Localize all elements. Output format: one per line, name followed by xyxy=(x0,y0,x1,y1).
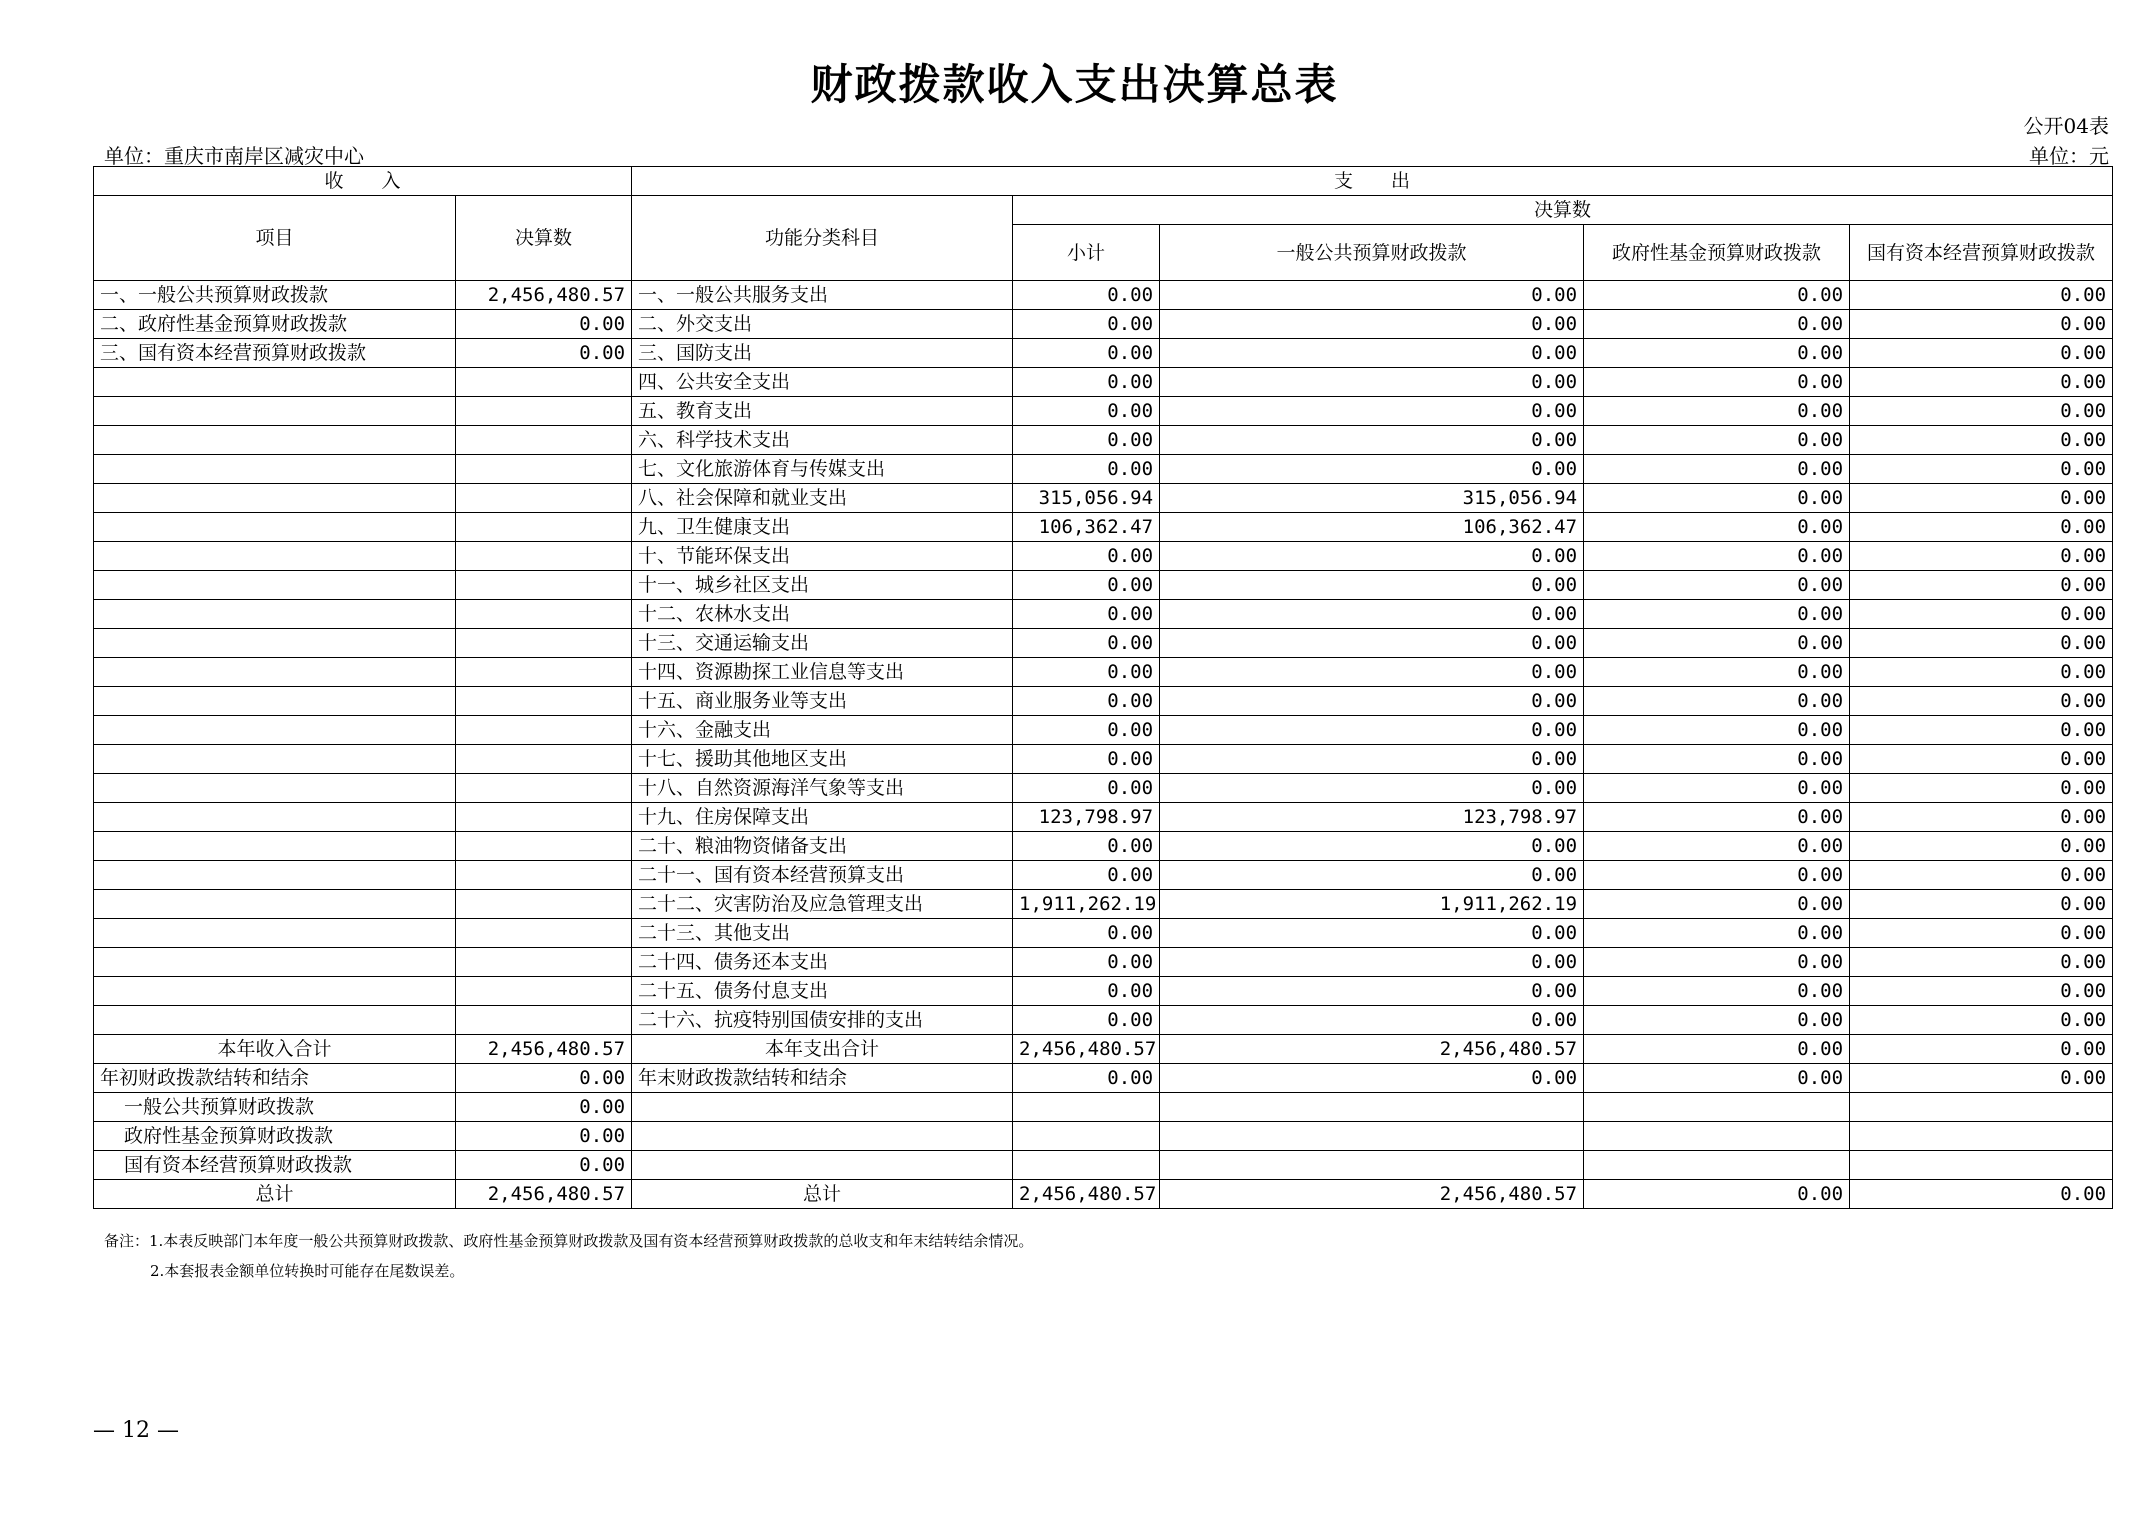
expense-item: 六、科学技术支出 xyxy=(632,426,1013,455)
income-amount xyxy=(456,774,632,803)
income-amount xyxy=(456,455,632,484)
general-public-amount: 1,911,262.19 xyxy=(1160,890,1584,919)
table-row xyxy=(94,1151,2113,1180)
income-amount xyxy=(456,919,632,948)
table-row xyxy=(94,1122,2113,1151)
income-item xyxy=(94,484,456,513)
general-public-amount: 0.00 xyxy=(1160,368,1584,397)
income-amount xyxy=(456,629,632,658)
income-item xyxy=(94,513,456,542)
income-amount xyxy=(456,484,632,513)
expense-item: 二、外交支出 xyxy=(632,310,1013,339)
income-item xyxy=(94,455,456,484)
income-amount xyxy=(456,948,632,977)
income-item: 政府性基金预算财政拨款 xyxy=(94,1122,456,1151)
income-item xyxy=(94,1006,456,1035)
general-public-amount: 0.00 xyxy=(1160,571,1584,600)
expense-item: 十四、资源勘探工业信息等支出 xyxy=(632,658,1013,687)
expense-item: 五、教育支出 xyxy=(632,397,1013,426)
expense-item: 七、文化旅游体育与传媒支出 xyxy=(632,455,1013,484)
income-item: 总计 xyxy=(94,1180,456,1209)
income-amount: 0.00 xyxy=(456,1093,632,1122)
table-row xyxy=(94,368,2113,397)
income-header: 收 入 xyxy=(94,167,632,196)
income-item xyxy=(94,542,456,571)
general-public-amount: 106,362.47 xyxy=(1160,513,1584,542)
income-amount xyxy=(456,513,632,542)
subtotal-amount: 0.00 xyxy=(1013,977,1160,1006)
income-item xyxy=(94,629,456,658)
general-public-amount: 0.00 xyxy=(1160,397,1584,426)
state-capital-amount: 0.00 xyxy=(1850,426,2113,455)
expense-item: 十二、农林水支出 xyxy=(632,600,1013,629)
general-public-amount: 123,798.97 xyxy=(1160,803,1584,832)
state-capital-amount: 0.00 xyxy=(1850,513,2113,542)
general-public-amount: 0.00 xyxy=(1160,455,1584,484)
state-capital-amount: 0.00 xyxy=(1850,716,2113,745)
expense-item: 二十六、抗疫特别国债安排的支出 xyxy=(632,1006,1013,1035)
income-item xyxy=(94,368,456,397)
func-class-header: 功能分类科目 xyxy=(632,196,1013,281)
gov-fund-amount: 0.00 xyxy=(1584,803,1850,832)
general-public-amount: 0.00 xyxy=(1160,629,1584,658)
subtotal-amount: 0.00 xyxy=(1013,339,1160,368)
subtotal-amount: 0.00 xyxy=(1013,542,1160,571)
expense-item: 八、社会保障和就业支出 xyxy=(632,484,1013,513)
state-capital-amount: 0.00 xyxy=(1850,774,2113,803)
empty-cell xyxy=(1850,1122,2113,1151)
general-public-amount: 0.00 xyxy=(1160,919,1584,948)
table-row xyxy=(94,1180,2113,1209)
state-capital-amount: 0.00 xyxy=(1850,948,2113,977)
table-row xyxy=(94,571,2113,600)
subtotal-amount: 0.00 xyxy=(1013,426,1160,455)
gov-fund-amount: 0.00 xyxy=(1584,310,1850,339)
table-row xyxy=(94,948,2113,977)
income-amount xyxy=(456,368,632,397)
state-capital-amount: 0.00 xyxy=(1850,368,2113,397)
income-amount: 2,456,480.57 xyxy=(456,1180,632,1209)
gov-fund-amount: 0.00 xyxy=(1584,716,1850,745)
general-public-amount: 0.00 xyxy=(1160,861,1584,890)
expense-item: 十九、住房保障支出 xyxy=(632,803,1013,832)
table-row xyxy=(94,397,2113,426)
gov-fund-amount: 0.00 xyxy=(1584,426,1850,455)
expense-item: 一、一般公共服务支出 xyxy=(632,281,1013,310)
income-amount: 0.00 xyxy=(456,339,632,368)
subtotal-amount: 0.00 xyxy=(1013,397,1160,426)
subtotal-amount: 0.00 xyxy=(1013,832,1160,861)
empty-cell xyxy=(1160,1093,1584,1122)
income-item xyxy=(94,397,456,426)
state-capital-amount: 0.00 xyxy=(1850,484,2113,513)
general-public-amount: 0.00 xyxy=(1160,948,1584,977)
income-amount xyxy=(456,977,632,1006)
state-capital-amount: 0.00 xyxy=(1850,658,2113,687)
state-capital-amount: 0.00 xyxy=(1850,281,2113,310)
gov-fund-amount: 0.00 xyxy=(1584,861,1850,890)
empty-cell xyxy=(632,1151,1013,1180)
state-capital-amount: 0.00 xyxy=(1850,803,2113,832)
general-public-amount: 0.00 xyxy=(1160,745,1584,774)
general-public-amount: 0.00 xyxy=(1160,281,1584,310)
state-capital-amount: 0.00 xyxy=(1850,919,2113,948)
income-item xyxy=(94,774,456,803)
table-row xyxy=(94,1064,2113,1093)
general-public-amount: 0.00 xyxy=(1160,832,1584,861)
income-item xyxy=(94,803,456,832)
table-row xyxy=(94,1093,2113,1122)
subtotal-amount: 0.00 xyxy=(1013,368,1160,397)
table-row xyxy=(94,977,2113,1006)
page-title: 财政拨款收入支出决算总表 xyxy=(810,60,1339,109)
subtotal-header: 小计 xyxy=(1013,225,1160,281)
income-item xyxy=(94,977,456,1006)
gov-fund-amount: 0.00 xyxy=(1584,600,1850,629)
table-row xyxy=(94,426,2113,455)
gov-fund-amount: 0.00 xyxy=(1584,948,1850,977)
income-item: 国有资本经营预算财政拨款 xyxy=(94,1151,456,1180)
general-public-amount: 0.00 xyxy=(1160,774,1584,803)
income-amount xyxy=(456,861,632,890)
note-1: 备注：1.本表反映部门本年度一般公共预算财政拨款、政府性基金预算财政拨款及国有资本经营预算财政拨款的总收支和年末结转结余情况。 xyxy=(104,1232,1034,1250)
state-capital-amount: 0.00 xyxy=(1850,1064,2113,1093)
expense-item: 十、节能环保支出 xyxy=(632,542,1013,571)
table-body xyxy=(94,281,2113,1209)
state-capital-amount: 0.00 xyxy=(1850,571,2113,600)
empty-cell xyxy=(1013,1122,1160,1151)
general-public-amount: 2,456,480.57 xyxy=(1160,1180,1584,1209)
income-item xyxy=(94,716,456,745)
state-capital-amount: 0.00 xyxy=(1850,600,2113,629)
income-amount xyxy=(456,658,632,687)
table-row xyxy=(94,1006,2113,1035)
income-amount xyxy=(456,832,632,861)
general-public-amount: 315,056.94 xyxy=(1160,484,1584,513)
table-row xyxy=(94,745,2113,774)
expense-item: 十七、援助其他地区支出 xyxy=(632,745,1013,774)
subtotal-amount: 0.00 xyxy=(1013,919,1160,948)
subtotal-amount: 0.00 xyxy=(1013,1064,1160,1093)
gov-fund-amount: 0.00 xyxy=(1584,513,1850,542)
income-item xyxy=(94,832,456,861)
gov-fund-amount: 0.00 xyxy=(1584,1035,1850,1064)
general-public-amount: 0.00 xyxy=(1160,1006,1584,1035)
state-capital-amount: 0.00 xyxy=(1850,629,2113,658)
income-item: 本年收入合计 xyxy=(94,1035,456,1064)
income-item: 一、一般公共预算财政拨款 xyxy=(94,281,456,310)
expense-item: 二十三、其他支出 xyxy=(632,919,1013,948)
state-capital-amount: 0.00 xyxy=(1850,339,2113,368)
gov-fund-amount: 0.00 xyxy=(1584,890,1850,919)
subtotal-amount: 0.00 xyxy=(1013,281,1160,310)
income-amount xyxy=(456,397,632,426)
table-row xyxy=(94,281,2113,310)
state-capital-amount: 0.00 xyxy=(1850,745,2113,774)
subtotal-amount: 123,798.97 xyxy=(1013,803,1160,832)
income-amount xyxy=(456,542,632,571)
table-row xyxy=(94,832,2113,861)
income-amount: 2,456,480.57 xyxy=(456,1035,632,1064)
expense-item: 四、公共安全支出 xyxy=(632,368,1013,397)
income-amount: 0.00 xyxy=(456,1064,632,1093)
gov-fund-amount: 0.00 xyxy=(1584,571,1850,600)
expense-item: 十五、商业服务业等支出 xyxy=(632,687,1013,716)
table-row xyxy=(94,890,2113,919)
subtotal-amount: 1,911,262.19 xyxy=(1013,890,1160,919)
income-amount xyxy=(456,890,632,919)
table-row xyxy=(94,600,2113,629)
expense-item: 年末财政拨款结转和结余 xyxy=(632,1064,1013,1093)
state-capital-amount: 0.00 xyxy=(1850,1180,2113,1209)
final-amount-header: 决算数 xyxy=(456,196,632,281)
table-row xyxy=(94,803,2113,832)
income-item xyxy=(94,600,456,629)
general-public-amount: 0.00 xyxy=(1160,687,1584,716)
subtotal-amount: 106,362.47 xyxy=(1013,513,1160,542)
income-amount: 2,456,480.57 xyxy=(456,281,632,310)
table-row xyxy=(94,484,2113,513)
table-row xyxy=(94,716,2113,745)
subtotal-amount: 0.00 xyxy=(1013,861,1160,890)
income-item: 二、政府性基金预算财政拨款 xyxy=(94,310,456,339)
income-amount xyxy=(456,745,632,774)
state-capital-amount: 0.00 xyxy=(1850,310,2113,339)
state-capital-amount: 0.00 xyxy=(1850,542,2113,571)
gov-fund-header: 政府性基金预算财政拨款 xyxy=(1584,225,1850,281)
table-row xyxy=(94,310,2113,339)
expense-item: 十八、自然资源海洋气象等支出 xyxy=(632,774,1013,803)
gov-fund-amount: 0.00 xyxy=(1584,1064,1850,1093)
general-public-amount: 0.00 xyxy=(1160,658,1584,687)
gov-fund-amount: 0.00 xyxy=(1584,745,1850,774)
general-public-amount: 0.00 xyxy=(1160,310,1584,339)
empty-cell xyxy=(1013,1093,1160,1122)
expense-item: 十三、交通运输支出 xyxy=(632,629,1013,658)
income-item xyxy=(94,658,456,687)
income-item xyxy=(94,426,456,455)
income-item xyxy=(94,948,456,977)
income-amount xyxy=(456,600,632,629)
state-capital-amount: 0.00 xyxy=(1850,832,2113,861)
form-number: 公开04表 xyxy=(2023,114,2109,138)
gov-fund-amount: 0.00 xyxy=(1584,484,1850,513)
expense-item: 二十五、债务付息支出 xyxy=(632,977,1013,1006)
expense-item: 二十一、国有资本经营预算支出 xyxy=(632,861,1013,890)
income-amount xyxy=(456,1006,632,1035)
gov-fund-amount: 0.00 xyxy=(1584,919,1850,948)
income-amount: 0.00 xyxy=(456,1122,632,1151)
general-public-amount: 0.00 xyxy=(1160,339,1584,368)
subtotal-amount: 0.00 xyxy=(1013,774,1160,803)
income-item xyxy=(94,745,456,774)
gov-fund-amount: 0.00 xyxy=(1584,1180,1850,1209)
gov-fund-amount: 0.00 xyxy=(1584,281,1850,310)
gov-fund-amount: 0.00 xyxy=(1584,455,1850,484)
income-item: 三、国有资本经营预算财政拨款 xyxy=(94,339,456,368)
table-row xyxy=(94,658,2113,687)
table-row xyxy=(94,861,2113,890)
unit-currency: 单位：元 xyxy=(2029,144,2109,168)
gov-fund-amount: 0.00 xyxy=(1584,774,1850,803)
gov-fund-amount: 0.00 xyxy=(1584,687,1850,716)
expense-item: 三、国防支出 xyxy=(632,339,1013,368)
gov-fund-amount: 0.00 xyxy=(1584,542,1850,571)
subtotal-amount: 0.00 xyxy=(1013,629,1160,658)
general-public-amount: 0.00 xyxy=(1160,426,1584,455)
final-amount-group-header: 决算数 xyxy=(1013,196,2113,225)
unit-organization: 单位：重庆市南岸区减灾中心 xyxy=(104,144,364,168)
income-item xyxy=(94,919,456,948)
subtotal-amount: 0.00 xyxy=(1013,948,1160,977)
empty-cell xyxy=(1160,1122,1584,1151)
income-item: 年初财政拨款结转和结余 xyxy=(94,1064,456,1093)
empty-cell xyxy=(1584,1093,1850,1122)
income-amount xyxy=(456,426,632,455)
expense-item: 本年支出合计 xyxy=(632,1035,1013,1064)
income-item xyxy=(94,861,456,890)
subtotal-amount: 2,456,480.57 xyxy=(1013,1035,1160,1064)
income-item xyxy=(94,687,456,716)
table-row xyxy=(94,542,2113,571)
subtotal-amount: 0.00 xyxy=(1013,716,1160,745)
empty-cell xyxy=(1584,1151,1850,1180)
subtotal-amount: 0.00 xyxy=(1013,571,1160,600)
expense-item: 二十、粮油物资储备支出 xyxy=(632,832,1013,861)
income-amount xyxy=(456,716,632,745)
subtotal-amount: 0.00 xyxy=(1013,600,1160,629)
empty-cell xyxy=(632,1093,1013,1122)
gov-fund-amount: 0.00 xyxy=(1584,629,1850,658)
income-item: 一般公共预算财政拨款 xyxy=(94,1093,456,1122)
state-capital-amount: 0.00 xyxy=(1850,861,2113,890)
expense-item: 总计 xyxy=(632,1180,1013,1209)
subtotal-amount: 315,056.94 xyxy=(1013,484,1160,513)
table-row xyxy=(94,513,2113,542)
state-capital-amount: 0.00 xyxy=(1850,1006,2113,1035)
gov-fund-amount: 0.00 xyxy=(1584,368,1850,397)
table-row xyxy=(94,455,2113,484)
table-row xyxy=(94,1035,2113,1064)
subtotal-amount: 2,456,480.57 xyxy=(1013,1180,1160,1209)
table-row xyxy=(94,687,2113,716)
empty-cell xyxy=(632,1122,1013,1151)
subtotal-amount: 0.00 xyxy=(1013,310,1160,339)
state-capital-amount: 0.00 xyxy=(1850,977,2113,1006)
empty-cell xyxy=(1584,1122,1850,1151)
state-capital-amount: 0.00 xyxy=(1850,1035,2113,1064)
subtotal-amount: 0.00 xyxy=(1013,745,1160,774)
gov-fund-amount: 0.00 xyxy=(1584,397,1850,426)
gov-fund-amount: 0.00 xyxy=(1584,339,1850,368)
general-public-amount: 0.00 xyxy=(1160,542,1584,571)
table-row xyxy=(94,629,2113,658)
general-public-amount: 0.00 xyxy=(1160,716,1584,745)
general-public-header: 一般公共预算财政拨款 xyxy=(1160,225,1584,281)
expense-item: 二十四、债务还本支出 xyxy=(632,948,1013,977)
subtotal-amount: 0.00 xyxy=(1013,1006,1160,1035)
state-capital-amount: 0.00 xyxy=(1850,687,2113,716)
gov-fund-amount: 0.00 xyxy=(1584,832,1850,861)
budget-table xyxy=(93,166,2113,1209)
empty-cell xyxy=(1013,1151,1160,1180)
notes xyxy=(104,1226,1033,1286)
item-header: 项目 xyxy=(94,196,456,281)
table-row xyxy=(94,919,2113,948)
table-row xyxy=(94,774,2113,803)
expense-header: 支 出 xyxy=(632,167,2113,196)
subtotal-amount: 0.00 xyxy=(1013,658,1160,687)
state-capital-amount: 0.00 xyxy=(1850,397,2113,426)
general-public-amount: 2,456,480.57 xyxy=(1160,1035,1584,1064)
income-item xyxy=(94,571,456,600)
empty-cell xyxy=(1160,1151,1584,1180)
page-number: — 12 — xyxy=(93,1418,179,1443)
state-capital-amount: 0.00 xyxy=(1850,890,2113,919)
income-amount xyxy=(456,687,632,716)
subtotal-amount: 0.00 xyxy=(1013,687,1160,716)
subtotal-amount: 0.00 xyxy=(1013,455,1160,484)
gov-fund-amount: 0.00 xyxy=(1584,977,1850,1006)
expense-item: 九、卫生健康支出 xyxy=(632,513,1013,542)
income-item xyxy=(94,890,456,919)
expense-item: 十六、金融支出 xyxy=(632,716,1013,745)
income-amount: 0.00 xyxy=(456,1151,632,1180)
table-row xyxy=(94,339,2113,368)
note-2: 2.本套报表金额单位转换时可能存在尾数误差。 xyxy=(150,1262,465,1280)
general-public-amount: 0.00 xyxy=(1160,600,1584,629)
expense-item: 二十二、灾害防治及应急管理支出 xyxy=(632,890,1013,919)
general-public-amount: 0.00 xyxy=(1160,977,1584,1006)
state-capital-header: 国有资本经营预算财政拨款 xyxy=(1850,225,2113,281)
gov-fund-amount: 0.00 xyxy=(1584,1006,1850,1035)
gov-fund-amount: 0.00 xyxy=(1584,658,1850,687)
expense-item: 十一、城乡社区支出 xyxy=(632,571,1013,600)
general-public-amount: 0.00 xyxy=(1160,1064,1584,1093)
income-amount: 0.00 xyxy=(456,310,632,339)
state-capital-amount: 0.00 xyxy=(1850,455,2113,484)
income-amount xyxy=(456,803,632,832)
empty-cell xyxy=(1850,1151,2113,1180)
empty-cell xyxy=(1850,1093,2113,1122)
income-amount xyxy=(456,571,632,600)
